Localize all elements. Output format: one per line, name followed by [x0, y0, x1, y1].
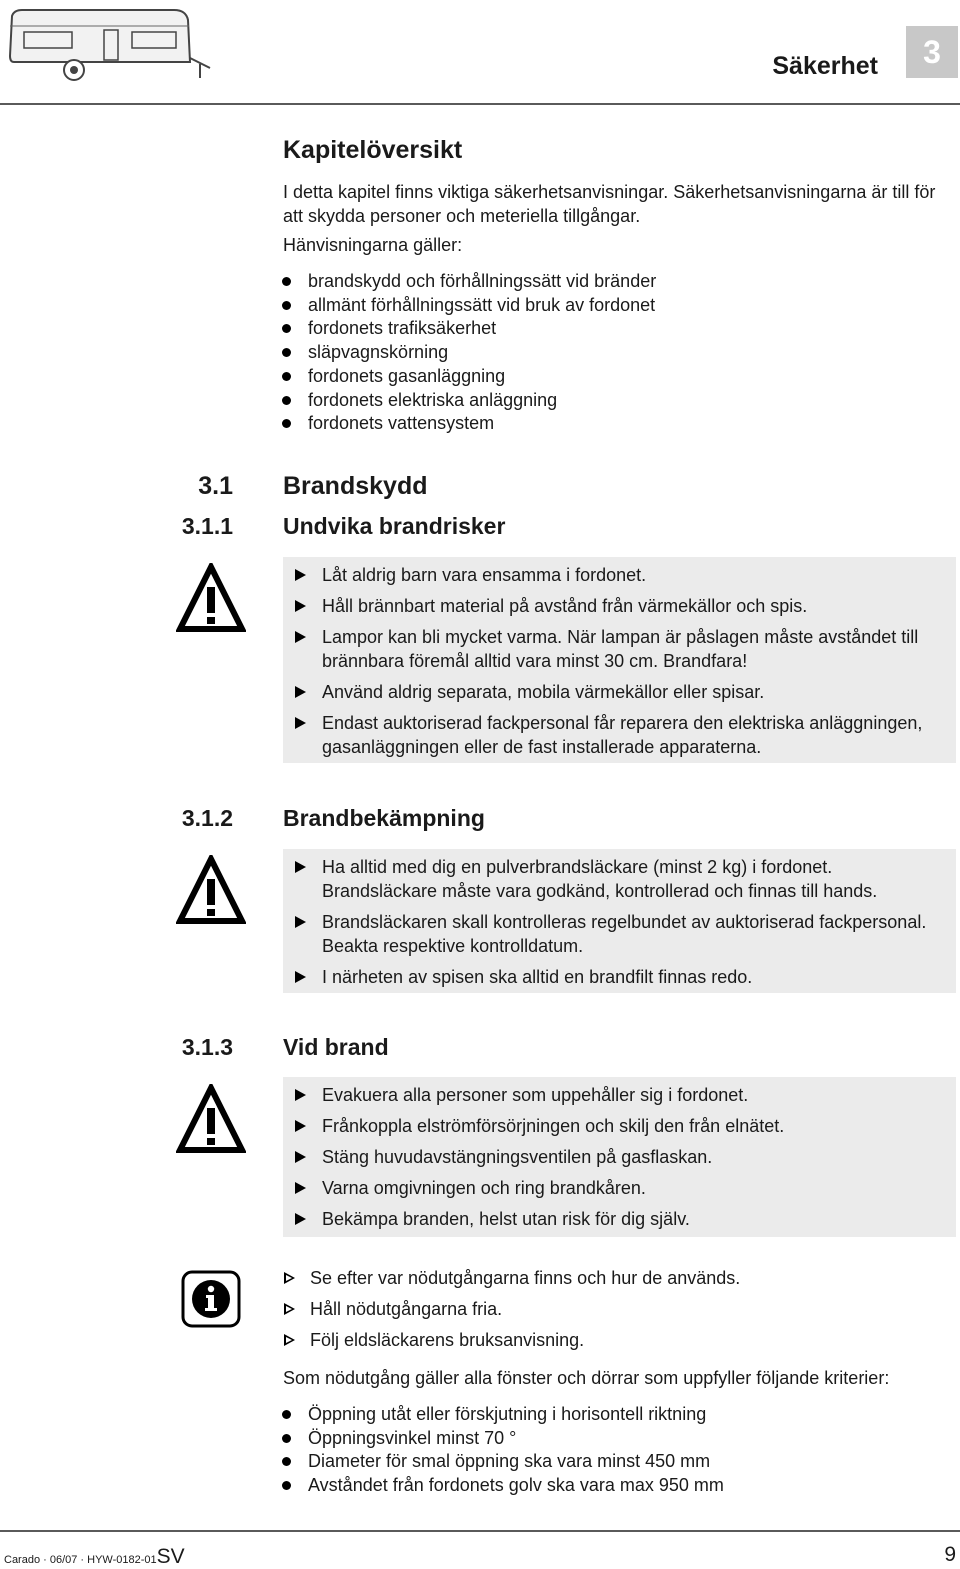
list-item: Följ eldsläckarens bruksanvisning.	[282, 1328, 952, 1352]
section-number: 3.1	[198, 472, 233, 500]
header-divider	[0, 103, 960, 105]
list-item: I närheten av spisen ska alltid en brandfilt finnas redo.	[283, 965, 933, 989]
caravan-logo	[4, 4, 214, 84]
overview-heading: Kapitelöversikt	[283, 136, 463, 164]
doc-code: Carado · 06/07 · HYW-0182-01	[4, 1554, 157, 1566]
language-code: SV	[156, 1545, 185, 1568]
overview-list	[280, 270, 940, 436]
warning-icon	[176, 855, 246, 927]
list-item: Stäng huvudavstängningsventilen på gasflaskan.	[283, 1145, 933, 1169]
list-item: Avståndet från fordonets golv ska vara max 950 mm	[280, 1474, 940, 1498]
list-item: Brandsläckaren skall kontrolleras regelbundet av auktoriserad fackpersonal. Beakta respektive kontrolldatum.	[283, 910, 933, 958]
footer-divider	[0, 1530, 960, 1532]
list-item: Öppningsvinkel minst 70 °	[280, 1427, 940, 1451]
list-item: Ha alltid med dig en pulverbrandsläckare (minst 2 kg) i fordonet. Brandsläckare måste vara godkänd, kontrollerad och finnas till hands.	[283, 855, 933, 903]
warning-icon	[176, 1084, 246, 1156]
overview-refs-label: Hänvisningarna gäller:	[283, 235, 463, 255]
list-item: Frånkoppla elströmförsörjningen och skilj den från elnätet.	[283, 1114, 933, 1138]
list-item: Håll nödutgångarna fria.	[282, 1297, 952, 1321]
list-item: Lampor kan bli mycket varma. När lampan är påslagen måste avståndet till brännbara föremål alltid vara minst 30 cm. Brandfara!	[283, 625, 933, 673]
list-item: fordonets vattensystem	[280, 412, 940, 436]
overview-intro: I detta kapitel finns viktiga säkerhetsanvisningar. Säkerhetsanvisningarna är till för att skydda personer och meteriella tillgångar.	[283, 182, 936, 226]
criteria-intro: Som nödutgång gäller alla fönster och dörrar som uppfyller följande kriterier:	[283, 1368, 890, 1388]
info-list	[282, 1266, 952, 1359]
subsection-number: 3.1.1	[181, 513, 233, 539]
list-item: Se efter var nödutgångarna finns och hur de används.	[282, 1266, 952, 1290]
list-item: Använd aldrig separata, mobila värmekällor eller spisar.	[283, 680, 933, 704]
section-title: Brandskydd	[283, 472, 428, 500]
subsection-number: 3.1.2	[181, 805, 233, 831]
subsection-title: Brandbekämpning	[283, 805, 485, 831]
list-item: Håll brännbart material på avstånd från värmekällor och spis.	[283, 594, 933, 618]
list-item: brandskydd och förhållningssätt vid bränder	[280, 270, 940, 294]
chapter-number-badge: 3	[906, 26, 958, 78]
warning-box	[283, 1077, 956, 1237]
list-item: Evakuera alla personer som uppehåller sig i fordonet.	[283, 1083, 933, 1107]
page-header-title: Säkerhet	[772, 52, 878, 80]
warning-box	[283, 849, 956, 993]
list-item: släpvagnskörning	[280, 341, 940, 365]
subsection-number: 3.1.3	[181, 1034, 233, 1060]
list-item: Öppning utåt eller förskjutning i horisontell riktning	[280, 1403, 940, 1427]
info-icon	[181, 1270, 241, 1328]
subsection-title: Vid brand	[283, 1034, 389, 1060]
list-item: Varna omgivningen och ring brandkåren.	[283, 1176, 933, 1200]
list-item: fordonets gasanläggning	[280, 365, 940, 389]
list-item: Bekämpa branden, helst utan risk för dig själv.	[283, 1207, 933, 1231]
subsection-title: Undvika brandrisker	[283, 513, 506, 539]
page-number: 9	[944, 1543, 956, 1566]
list-item: Låt aldrig barn vara ensamma i fordonet.	[283, 563, 933, 587]
list-item: allmänt förhållningssätt vid bruk av fordonet	[280, 294, 940, 318]
criteria-list	[280, 1403, 940, 1498]
list-item: Diameter för smal öppning ska vara minst 450 mm	[280, 1450, 940, 1474]
warning-box	[283, 557, 956, 763]
warning-icon	[176, 563, 246, 635]
list-item: fordonets elektriska anläggning	[280, 389, 940, 413]
list-item: fordonets trafiksäkerhet	[280, 317, 940, 341]
list-item: Endast auktoriserad fackpersonal får reparera den elektriska anläggningen, gasanläggningen eller de fast installerade apparaterna.	[283, 711, 933, 759]
footer-doc-code	[4, 1545, 185, 1569]
